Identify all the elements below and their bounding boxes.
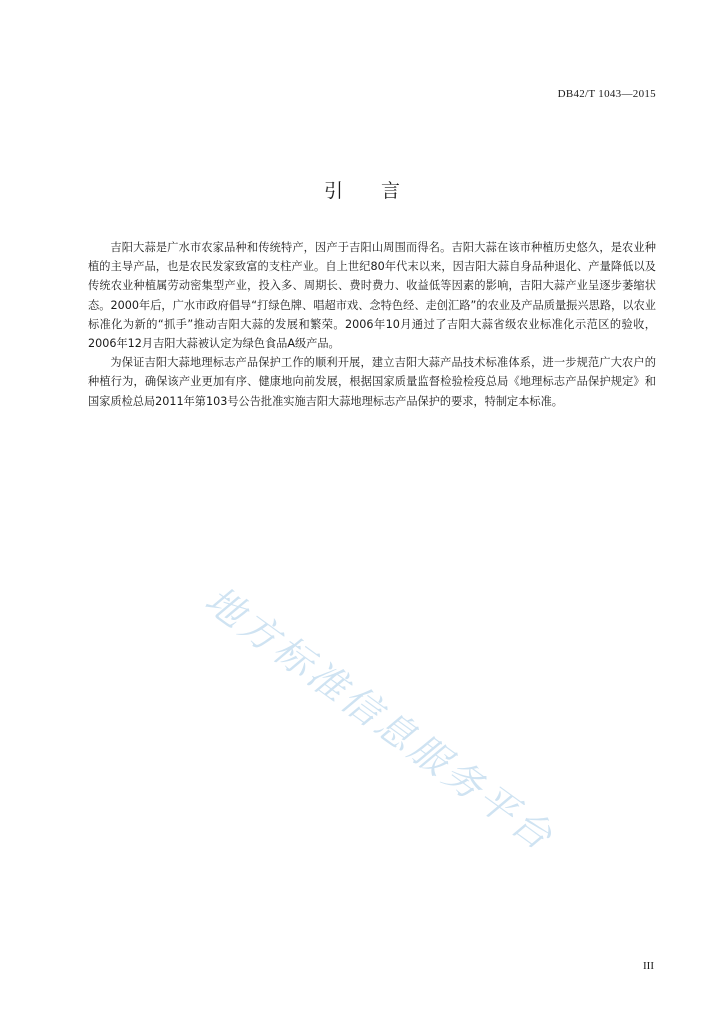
- page-number: III: [643, 960, 654, 972]
- body-text: [88, 238, 656, 411]
- watermark: 地方标准信息服务平台: [197, 577, 563, 861]
- document-code: DB42/T 1043—2015: [557, 88, 656, 100]
- page-title: 引言: [323, 180, 438, 202]
- paragraph: 吉阳大蒜是广水市农家品种和传统特产，因产于吉阳山周围而得名。吉阳大蒜在该市种植历史悠久，是农业种植的主导产品，也是农民发家致富的支柱产业。自上世纪80年代末以来，因吉阳大蒜自身品种退化、产量降低以及传统农业种植属劳动密集型产业，投入多、周期长、费时费力、收益低等因素的影响，吉阳大蒜产业呈逐步萎缩状态。2000年后，广水市政府倡导“打绿色牌、唱超市戏、念特色经、走创汇路”的农业及产品质量振兴思路，以农业标准化为新的“抓手”推动吉阳大蒜的发展和繁荣。2006年10月通过了吉阳大蒜省级农业标准化示范区的验收，2006年12月吉阳大蒜被认定为绿色食品A级产品。: [88, 241, 656, 351]
- paragraph: 为保证吉阳大蒜地理标志产品保护工作的顺利开展，建立吉阳大蒜产品技术标准体系，进一步规范广大农户的种植行为，确保该产业更加有序、健康地向前发展，根据国家质量监督检验检疫总局《地理标志产品保护规定》和国家质检总局2011年第103号公告批准实施吉阳大蒜地理标志产品保护的要求，特制定本标准。: [88, 356, 656, 408]
